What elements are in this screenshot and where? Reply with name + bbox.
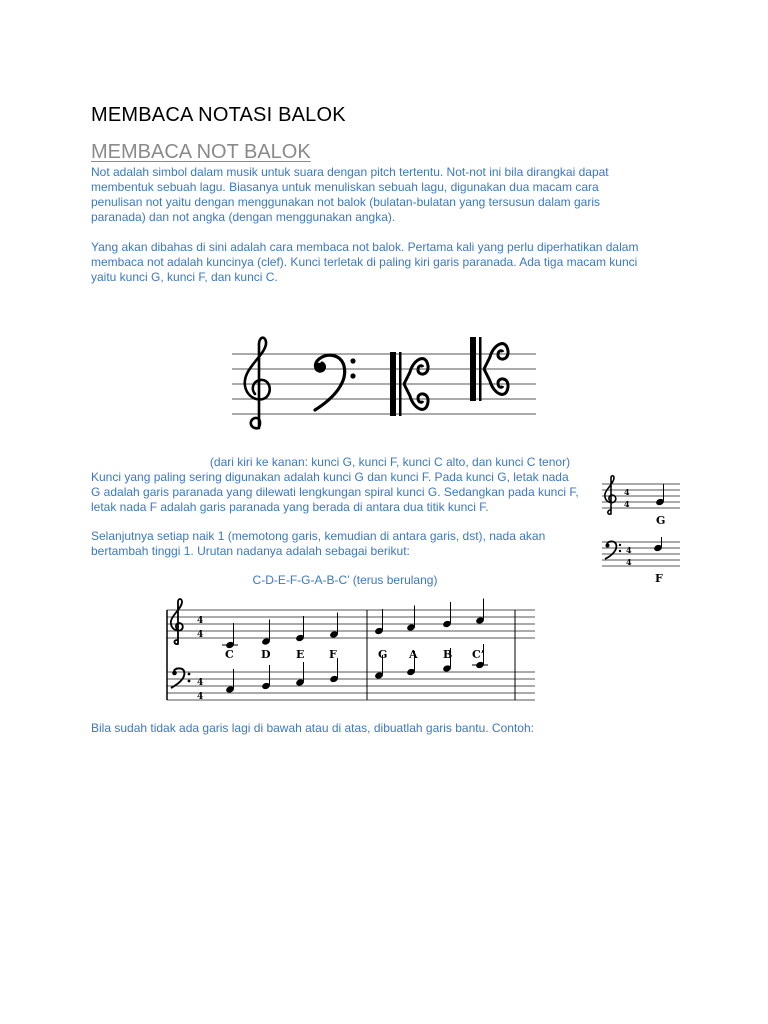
clef-figure bbox=[230, 332, 540, 432]
treble-clef-icon bbox=[171, 599, 183, 644]
text-line: Yang akan dibahas di sini adalah cara membaca not balok. Pertama kali yang perlu diperhatikan dalam bbox=[91, 240, 639, 254]
paragraph-ledger bbox=[91, 721, 691, 736]
note-name: D bbox=[261, 648, 271, 661]
bass-clef-icon bbox=[605, 541, 621, 559]
staff-lines bbox=[602, 542, 680, 566]
f-note-example bbox=[602, 537, 682, 593]
clef-caption: (dari kiri ke kanan: kunci G, kunci F, kunci C alto, dan kunci C tenor) bbox=[209, 455, 571, 469]
treble-staff-lines bbox=[167, 610, 535, 638]
treble-time-top: 4 bbox=[197, 616, 204, 626]
g-note-example bbox=[602, 474, 682, 530]
note-label-f: F bbox=[655, 572, 663, 585]
time-signature-bottom: 4 bbox=[624, 499, 630, 509]
text-line: penulisan not yaitu dengan menggunakan not balok (bulatan-bulatan yang tersusun dalam garis bbox=[91, 195, 601, 209]
bass-staff-lines bbox=[167, 672, 535, 700]
bass-clef-icon bbox=[315, 355, 356, 410]
text-line: yaitu kunci G, kunci F, dan kunci C. bbox=[91, 270, 278, 284]
note-name: G bbox=[378, 648, 388, 661]
time-signature-top: 4 bbox=[626, 545, 632, 555]
text-line: letak nada F adalah garis paranada yang berada di antara dua titik kunci F. bbox=[91, 500, 489, 514]
text-line: paranada) dan not angka (dengan menggunakan angka). bbox=[91, 210, 396, 224]
bass-clef-icon bbox=[171, 668, 190, 688]
note-name: C’ bbox=[472, 648, 485, 661]
paragraph-g-f bbox=[91, 470, 611, 515]
text-line: Not adalah simbol dalam musik untuk suara dengan pitch tertentu. Not-not ini bila dirangkai dapat bbox=[91, 165, 609, 179]
text-line: membentuk sebuah lagu. Biasanya untuk menuliskan sebuah lagu, digunakan dua macam cara bbox=[91, 180, 599, 194]
bass-time-top: 4 bbox=[197, 678, 204, 688]
text-line: membaca not adalah kuncinya (clef). Kunci terletak di paling kiri garis paranada. Ada tiga macam kunci bbox=[91, 255, 638, 269]
note-name: E bbox=[296, 648, 305, 661]
section-heading: MEMBACA NOT BALOK bbox=[91, 141, 311, 163]
note-names bbox=[225, 648, 485, 661]
note-name: A bbox=[409, 648, 418, 661]
text-line: Kunci yang paling sering digunakan adalah kunci G dan kunci F. Pada kunci G, letak nada bbox=[91, 470, 569, 484]
text-line: G adalah garis paranada yang dilewati lengkungan spiral kunci G. Sedangkan pada kunci F, bbox=[91, 485, 579, 499]
bass-time-bottom: 4 bbox=[197, 692, 204, 702]
note-label-g: G bbox=[656, 514, 666, 527]
text-line: bertambah tinggi 1. Urutan nadanya adalah sebagai berikut: bbox=[91, 544, 410, 558]
note-sequence: C-D-E-F-G-A-B-C’ (terus berulang) bbox=[252, 573, 438, 587]
treble-clef-icon bbox=[245, 338, 270, 429]
text-line: Selanjutnya setiap naik 1 (memotong garis, kemudian di antara garis, dst), nada akan bbox=[91, 529, 546, 543]
note-name: B bbox=[443, 648, 453, 661]
paragraph-clef bbox=[91, 240, 651, 285]
time-signature-bottom: 4 bbox=[626, 557, 632, 567]
paragraph-scale-intro bbox=[91, 529, 611, 559]
treble-time-bottom: 4 bbox=[197, 630, 204, 640]
document-title: MEMBACA NOTASI BALOK bbox=[91, 104, 346, 126]
note-name: C bbox=[225, 648, 234, 661]
scale-figure bbox=[165, 596, 540, 706]
paragraph-intro bbox=[91, 165, 651, 225]
note-name: F bbox=[329, 648, 337, 661]
text-line: Bila sudah tidak ada garis lagi di bawah atau di atas, dibuatlah garis bantu. Contoh: bbox=[91, 721, 534, 735]
time-signature-top: 4 bbox=[624, 487, 630, 497]
